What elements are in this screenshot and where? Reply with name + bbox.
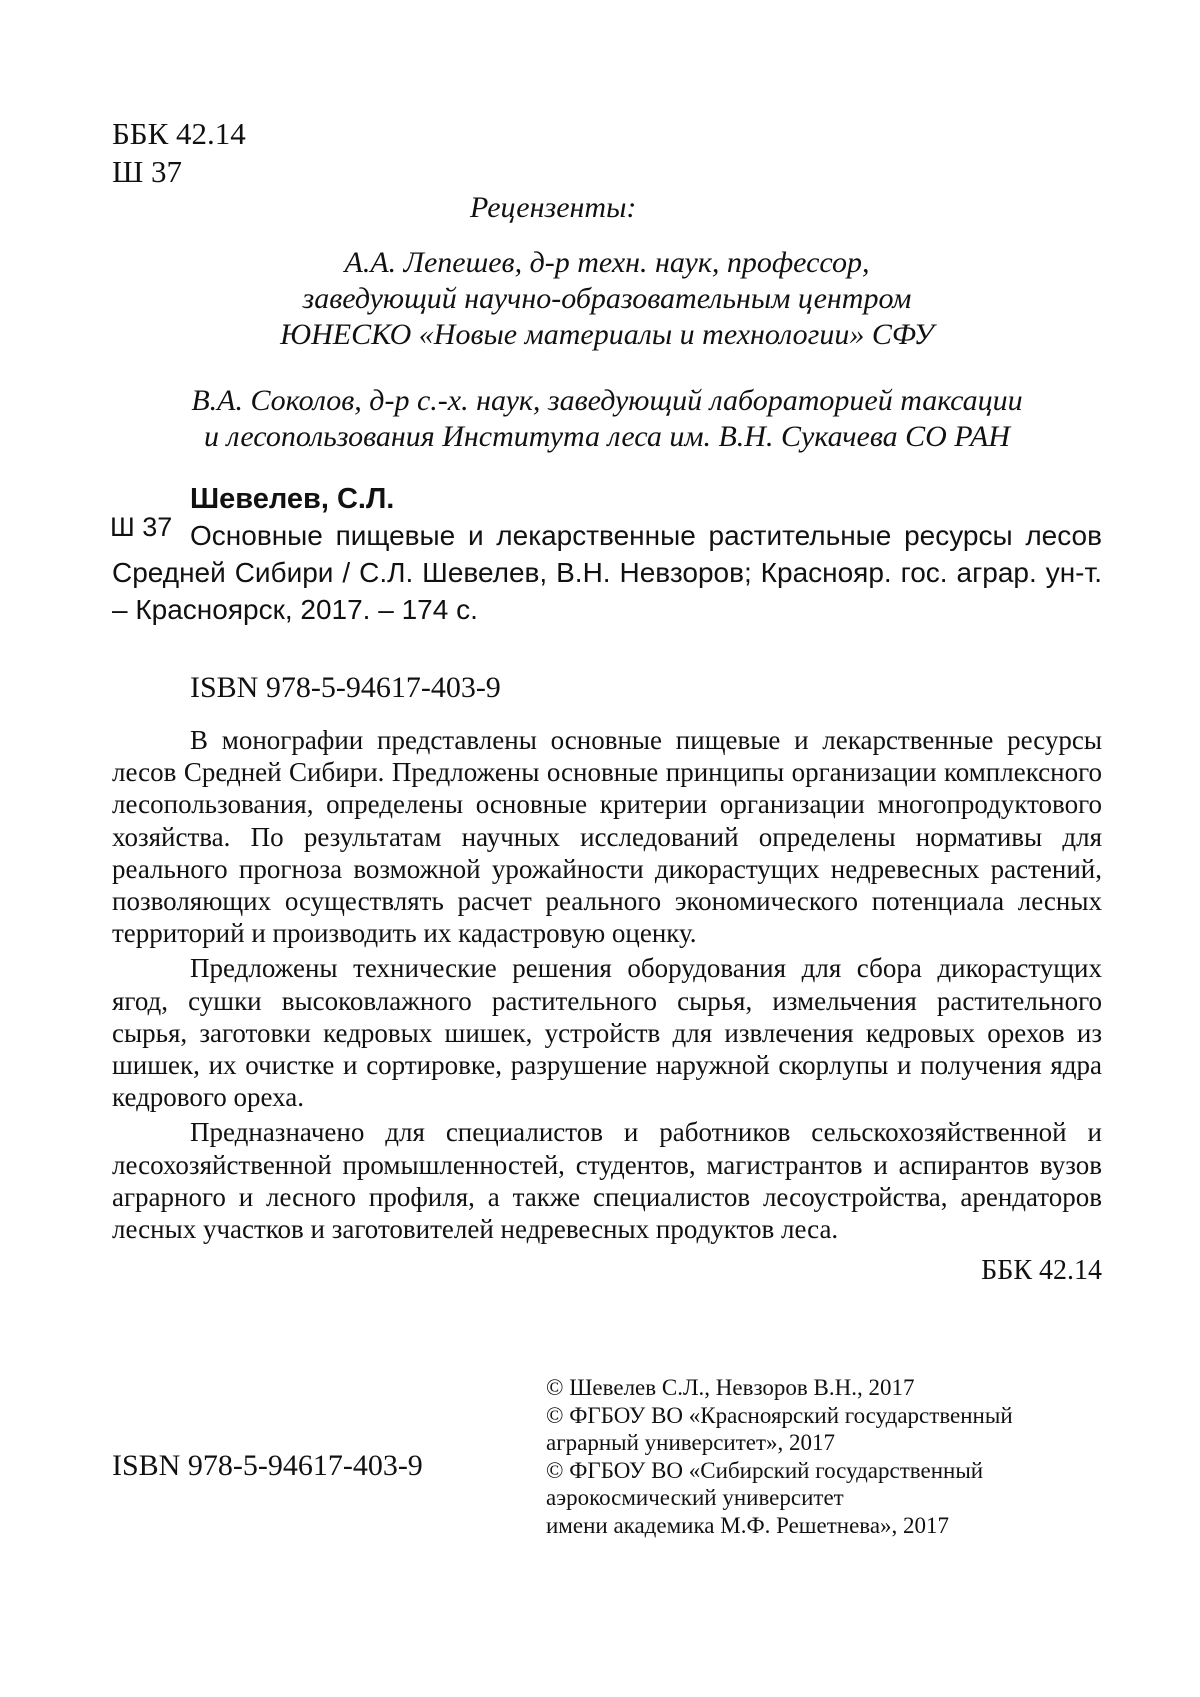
copyright-line: © Шевелев С.Л., Невзоров В.Н., 2017 — [546, 1374, 1106, 1402]
bbk-index-bottom: ББК 42.14 — [981, 1255, 1102, 1287]
bbk-index-top: ББК 42.14 — [112, 116, 246, 152]
reviewer-1 — [112, 245, 1102, 353]
copyright-line: © ФГБОУ ВО «Красноярский государственный — [546, 1402, 1106, 1430]
copyright-line: имени академика М.Ф. Решетнева», 2017 — [546, 1512, 1106, 1540]
reviewer-1-line: заведующий научно-образовательным центром — [112, 281, 1102, 317]
reviewer-2 — [112, 383, 1102, 455]
copyright-block — [546, 1374, 1106, 1539]
reviewer-1-line: ЮНЕСКО «Новые материалы и технологии» СФУ — [112, 317, 1102, 353]
reviewer-2-line: В.А. Соколов, д-р с.-х. наук, заведующий лабораторией таксации — [112, 383, 1102, 419]
annotation — [112, 724, 1102, 1245]
bib-record: Основные пищевые и лекарственные растительные ресурсы лесов Средней Сибири / С.Л. Шевелев, В.Н. Невзоров; Краснояр. гос. аграр. ун-т. – Красноярск, 2017. – 174 с. — [112, 517, 1102, 628]
copyright-line: аграрный университет», 2017 — [546, 1429, 1106, 1457]
copyright-line: аэрокосмический университет — [546, 1484, 1106, 1512]
bib-author-name: Шевелев, С.Л. — [190, 483, 394, 516]
bib-author-code: Ш 37 — [110, 512, 172, 543]
copyright-line: © ФГБОУ ВО «Сибирский государственный — [546, 1457, 1106, 1485]
annotation-paragraph: Предназначено для специалистов и работников сельскохозяйственной и лесохозяйственной промышленностей, студентов, магистрантов и аспирантов вузов аграрного и лесного профиля, а также специалистов лесоустройства, арендаторов лесных участков и заготовителей недревесных продуктов леса. — [112, 1116, 1102, 1245]
author-code-top: Ш 37 — [112, 154, 182, 190]
reviewer-1-line: А.А. Лепешев, д-р техн. наук, профессор, — [112, 245, 1102, 281]
isbn-bottom: ISBN 978-5-94617-403-9 — [112, 1449, 423, 1483]
annotation-paragraph: В монографии представлены основные пищевые и лекарственные ресурсы лесов Средней Сибири. Предложены основные принципы организации комплексного лесопользования, определены основные критерии организации многопродуктового хозяйства. По результатам научных исследований определены нормативы для реального прогноза возможной урожайности дикорастущих недревесных растений, позволяющих осуществлять расчет реального экономического потенциала лесных территорий и производить их кадастровую оценку. — [112, 724, 1102, 949]
isbn-top: ISBN 978-5-94617-403-9 — [190, 671, 501, 705]
reviewers-heading: Рецензенты: — [470, 190, 636, 226]
annotation-paragraph: Предложены технические решения оборудования для сбора дикорастущих ягод, сушки высоковлажного растительного сырья, измельчения растительного сырья, заготовки кедровых шишек, устройств для извлечения кедровых орехов из шишек, их очистке и сортировке, разрушение наружной скорлупы и получения ядра кедрового ореха. — [112, 952, 1102, 1113]
reviewer-2-line: и лесопользования Института леса им. В.Н. Сукачева СО РАН — [112, 419, 1102, 455]
